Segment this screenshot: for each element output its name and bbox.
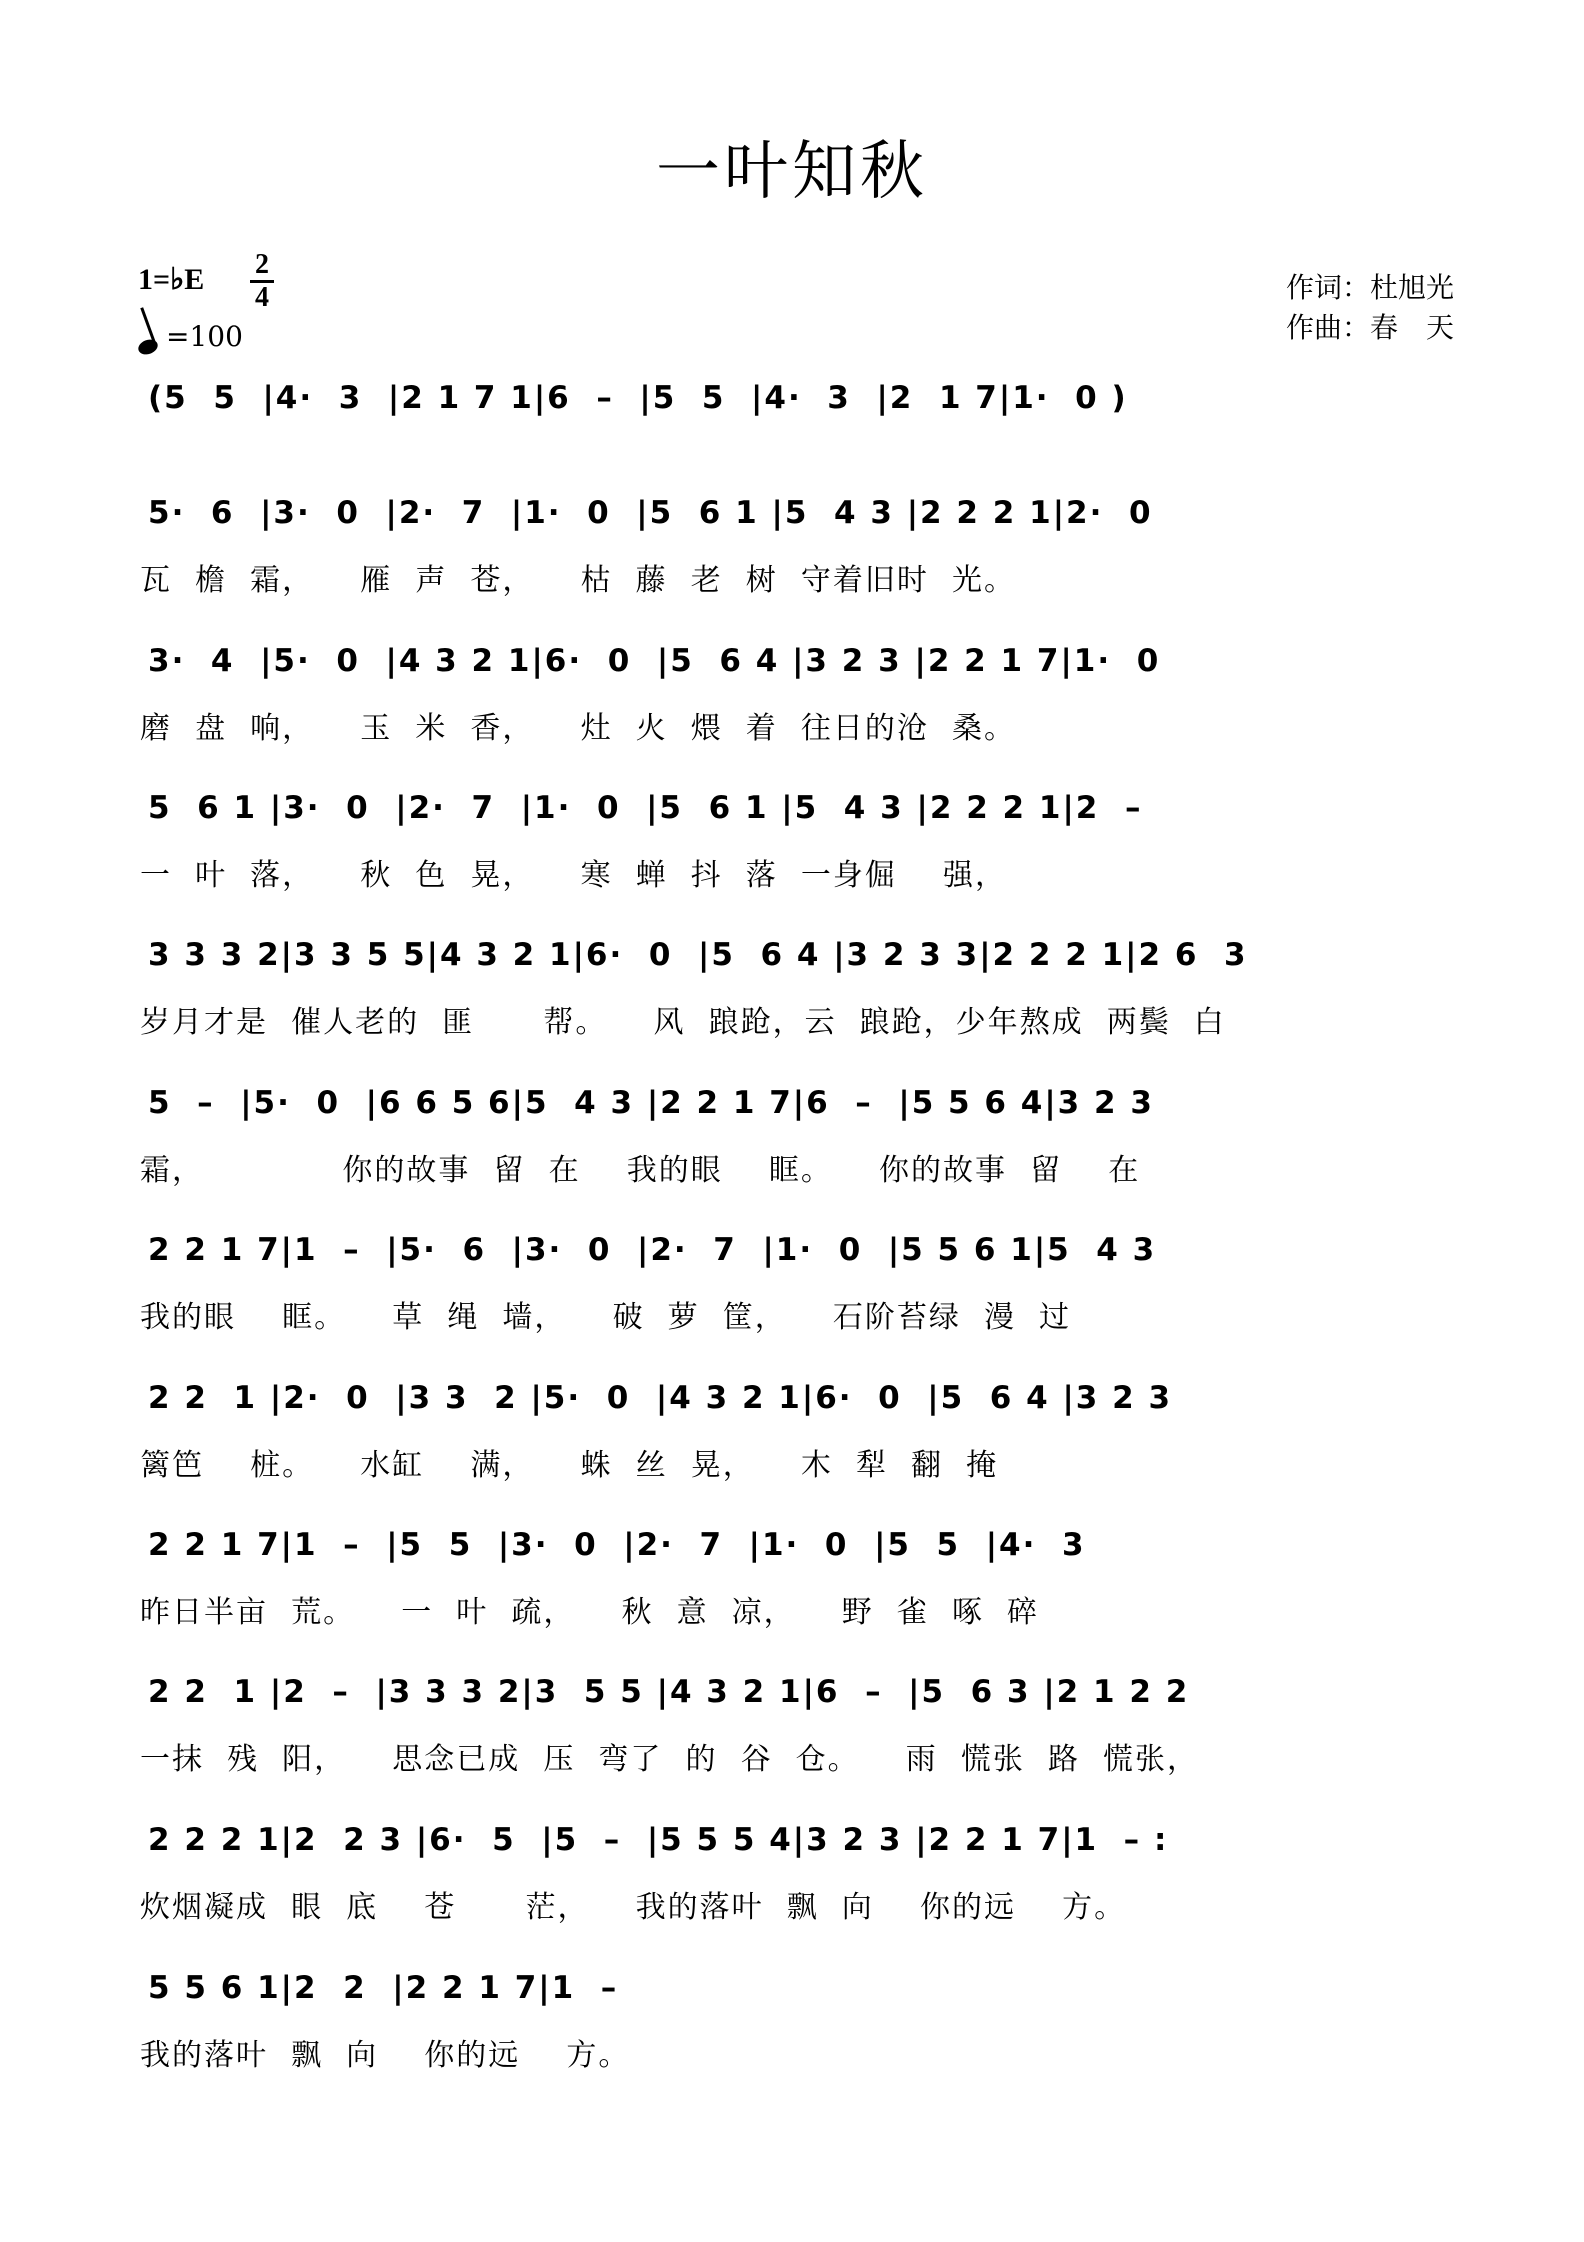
notation: 2 2 1 7|1 – |5· 6 |3· 0 |2· 7 |1· 0 |5 5 6 1|5 4 3	[148, 1232, 1157, 1268]
notation: 2 2 1 |2· 0 |3 3 2 |5· 0 |4 3 2 1|6· 0 |5 6 4 |3 2 3	[148, 1380, 1173, 1416]
lyrics: 我的落叶 飘 向 你的远 方。	[140, 2038, 631, 2073]
lyrics: 岁月才是 催人老的 匪 帮。 风 踉跄，云 踉跄，少年熬成 两鬓 白	[140, 1005, 1226, 1040]
notation: 5 5 6 1|2 2 |2 2 1 7|1 –	[148, 1970, 619, 2006]
time-bottom: 4	[255, 282, 269, 313]
time-signature	[250, 250, 274, 313]
lyrics: 一 叶 落， 秋 色 晃， 寒 蝉 抖 落 一身倔 强，	[140, 858, 1008, 893]
notation: 3· 4 |5· 0 |4 3 2 1|6· 0 |5 6 4 |3 2 3 |2 2 1 7|1· 0	[148, 643, 1161, 679]
notation: 3 3 3 2|3 3 5 5|4 3 2 1|6· 0 |5 6 4 |3 2 3 3|2 2 2 1|2 6 3	[148, 937, 1248, 973]
notation: 2 2 1 7|1 – |5 5 |3· 0 |2· 7 |1· 0 |5 5 |4· 3	[148, 1527, 1086, 1563]
tempo-marking	[138, 320, 243, 353]
lyrics: 昨日半亩 荒。 一 叶 疏， 秋 意 凉， 野 雀 啄 碎	[140, 1595, 1040, 1630]
lyrics: 篱笆 桩。 水缸 满， 蛛 丝 晃， 木 犁 翻 掩	[140, 1448, 999, 1483]
quarter-note-icon	[136, 337, 160, 357]
key-signature: 1=♭E	[138, 263, 205, 296]
composer: 作曲：春 天	[1285, 311, 1454, 344]
notation: 5· 6 |3· 0 |2· 7 |1· 0 |5 6 1 |5 4 3 |2 2 2 1|2· 0	[148, 495, 1153, 531]
lyricist: 作词：杜旭光	[1285, 271, 1454, 304]
notation: 5 6 1 |3· 0 |2· 7 |1· 0 |5 6 1 |5 4 3 |2 2 2 1|2 –	[148, 790, 1143, 826]
lyrics: 炊烟凝成 眼 底 苍 茫， 我的落叶 飘 向 你的远 方。	[140, 1890, 1127, 1925]
lyrics: 一抹 残 阳， 思念已成 压 弯了 的 谷 仓。 雨 慌张 路 慌张，	[140, 1742, 1200, 1777]
time-top: 2	[255, 249, 269, 280]
tempo-value: =100	[166, 320, 243, 353]
notation: 5 – |5· 0 |6 6 5 6|5 4 3 |2 2 1 7|6 – |5 5 6 4|3 2 3	[148, 1085, 1154, 1121]
lyrics: 磨 盘 响， 玉 米 香， 灶 火 煨 着 往日的沧 桑。	[140, 711, 1016, 746]
notation: (5 5 |4· 3 |2 1 7 1|6 – |5 5 |4· 3 |2 1 7|1· 0 )	[148, 380, 1128, 416]
lyrics: 我的眼 眶。 草 绳 墙， 破 萝 筐， 石阶苔绿 漫 过	[140, 1300, 1072, 1335]
song-title: 一叶知秋	[656, 135, 928, 209]
credits	[1286, 268, 1454, 348]
lyrics: 霜， 你的故事 留 在 我的眼 眶。 你的故事 留 在	[140, 1153, 1141, 1188]
lyrics: 瓦 檐 霜， 雁 声 苍， 枯 藤 老 树 守着旧时 光。	[140, 563, 1016, 598]
notation: 2 2 2 1|2 2 3 |6· 5 |5 – |5 5 5 4|3 2 3 |2 2 1 7|1 – :	[148, 1822, 1169, 1858]
notation: 2 2 1 |2 – |3 3 3 2|3 5 5 |4 3 2 1|6 – |5 6 3 |2 1 2 2	[148, 1674, 1190, 1710]
